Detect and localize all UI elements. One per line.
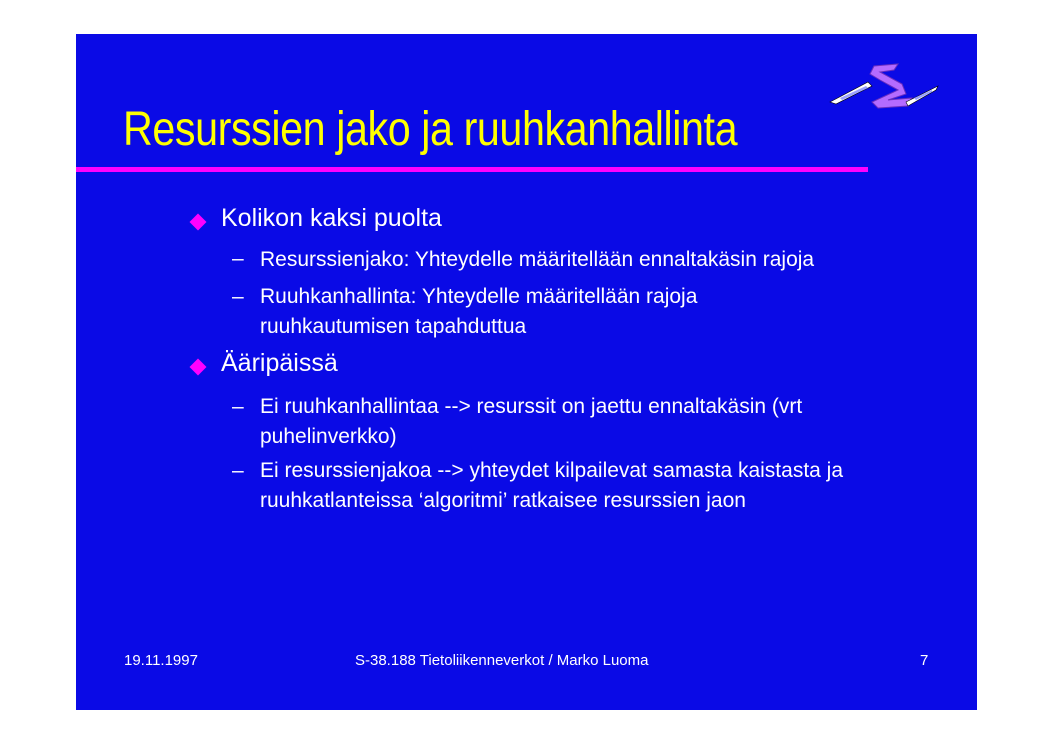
slide-content [76,34,977,710]
dash-marker: – [232,247,244,270]
dash-marker: – [232,285,244,308]
diamond-bullet-icon [190,214,207,231]
bullet-text: Kolikon kaksi puolta [221,204,442,232]
dash-marker: – [232,459,244,482]
footer-date: 19.11.1997 [124,652,198,669]
sub-bullet-text: Ruuhkanhallinta: Yhteydelle määritellään rajoja ruuhkautumisen tapahduttua [260,285,698,338]
footer-course: S-38.188 Tietoliikenneverkot / Marko Luoma [355,652,649,669]
slide [76,34,977,710]
sub-bullet-text: Resurssienjako: Yhteydelle määritellään ennaltakäsin rajoja [260,248,815,271]
sub-bullet-text: Ei resurssienjakoa --> yhteydet kilpailevat samasta kaistasta ja ruuhkatlanteissa ‘algoritmi’ ratkaisee resurssien jaon [260,459,844,512]
footer-page-number: 7 [920,652,929,669]
bullet-text: Ääripäissä [221,349,338,377]
diamond-bullet-icon [190,359,207,376]
slide-title: Resurssien jako ja ruuhkanhallinta [123,103,738,156]
dash-marker: – [232,395,244,418]
sub-bullet-text: Ei ruuhkanhallintaa --> resurssit on jaettu ennaltakäsin (vrt puhelinverkko) [260,395,803,448]
